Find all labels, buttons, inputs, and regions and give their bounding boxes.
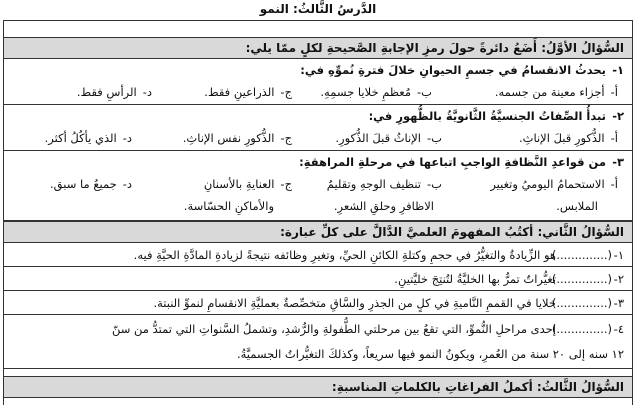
concept-item-2 xyxy=(4,267,632,291)
q3-option-c-continuation: والأماكنِ الحسّاسة. xyxy=(183,199,274,213)
concept-item-4-blank[interactable]: (..............) xyxy=(551,322,612,336)
section2-heading: السُّؤالُ الثَّاني: أكتُبُ المفهومَ العلميَّ الدَّالَّ على كلِّ عبارة: xyxy=(4,221,632,243)
q1-option-b[interactable]: ب-مُعظمِ خلايا جسمِهِ. xyxy=(320,85,432,99)
concept-item-1-number: ١- xyxy=(613,248,624,262)
q3-option-b[interactable]: ب-تنظيف الوجهِ وتقليمُ xyxy=(326,177,442,191)
section3-heading: السُّؤالُ الثَّالثُ: أكملُ الفراغاتِ بالكلماتِ المناسبةِ: xyxy=(4,376,632,398)
question-2 xyxy=(4,105,632,151)
concept-item-3-blank[interactable]: (..............) xyxy=(551,296,612,310)
q2-option-b[interactable]: ب-الإناثُ قبلَ الذُّكورِ. xyxy=(335,131,442,145)
q3-option-a[interactable]: أ-الاستحمامُ اليوميُ وتغيير xyxy=(490,177,618,191)
concept-item-4-continuation: ١٢ سنه إلى ٢٠ سنة من العُمرِ، ويكونُ النمو فيها سريعاً، وكذلكَ التغيُّراتُ الجسميَّةُ. xyxy=(236,347,624,361)
question-1-number: ١- xyxy=(612,63,624,77)
question-1 xyxy=(4,59,632,105)
section1-heading: السُّؤالُ الأوَّلُ: أَضَعُ دائرةً حولَ رمزِ الإجابةِ الصَّحيحةِ لكلٍ ممّا يلي: xyxy=(4,37,632,59)
concept-item-1-blank[interactable]: (..............) xyxy=(551,248,612,262)
q1-option-a[interactable]: أ-أجزاء معينة من جسمه. xyxy=(494,85,618,99)
concept-item-2-text: تغيُّراتٌ تمرُّ بها الخليَّةُ لتُنتِجَ خليَّتينِ. xyxy=(394,272,556,286)
question-2-text: تبدأُ الصِّفاتُ الجنسيَّةُ الثَّانويَّةُ بالظُّهورِ في: xyxy=(368,109,606,123)
lesson-title: الدَّرسُ الثَّالثُ: النمو xyxy=(259,2,377,16)
q2-option-c[interactable]: ج-الذُّكورِ نفس الإناثِ. xyxy=(182,131,292,145)
concept-item-4 xyxy=(4,315,632,369)
q3-option-b-continuation: الاظافرِ وحلقِ الشعرِ. xyxy=(333,199,434,213)
q3-option-d[interactable]: د-جميعُ ما سبق. xyxy=(50,177,132,191)
concept-item-1 xyxy=(4,243,632,267)
concept-item-1-text: هو الزِّيادةُ والتغيُّرُ في حجمِ وكتلةِ الكائنِ الحيِّ، وتغيرِ وظائفه نتيجةً لزيادةِ المادَّةِ الحيَّةِ فيه. xyxy=(133,248,556,262)
q3-option-a-continuation: الملابس. xyxy=(556,199,598,213)
concept-item-2-blank[interactable]: (..............) xyxy=(551,272,612,286)
q1-option-d[interactable]: د-الرأسِ فقط. xyxy=(76,85,152,99)
worksheet-frame xyxy=(3,20,633,405)
question-3-number: ٣- xyxy=(612,155,624,169)
concept-item-3 xyxy=(4,291,632,315)
q1-option-c[interactable]: ج-الذراعينِ فقط. xyxy=(204,85,292,99)
concept-item-3-text: خلايا في القممِ النَّاميةِ في كلٍ من الجذرِ والسَّاقِ متخصِّصةٌ بعمليَّةِ الانقسامِ لنموِّ النبتة. xyxy=(153,296,556,310)
q2-option-a[interactable]: أ-الذُّكورِ قبلَ الإناثِ. xyxy=(519,131,618,145)
concept-item-4-text: إحدى مراحلِ النُّموِّ، التي تقعُ بين مرحلتي الطُّفولةِ والرُّشدِ، وتشملُ السَّنواتِ التي تمتدُّ من سنّ xyxy=(111,322,556,336)
q2-option-d[interactable]: د-الذي يأكُلُ أكثر. xyxy=(44,131,132,145)
question-3-text: من قواعدِ النَّظافةِ الواجبِ اتباعها في مرحلةِ المراهقةِ: xyxy=(299,155,606,169)
question-1-text: يحدثُ الانقسامُ في جسمِ الحيوانِ خلالَ فترةِ نُموِّهِ في: xyxy=(300,63,606,77)
question-3 xyxy=(4,151,632,221)
question-2-number: ٢- xyxy=(612,109,624,123)
concept-item-4-number: ٤- xyxy=(613,322,624,336)
q3-option-c[interactable]: ج-العنايةِ بالأسنانِ xyxy=(203,177,292,191)
concept-item-3-number: ٣- xyxy=(613,296,624,310)
concept-item-2-number: ٢- xyxy=(613,272,624,286)
